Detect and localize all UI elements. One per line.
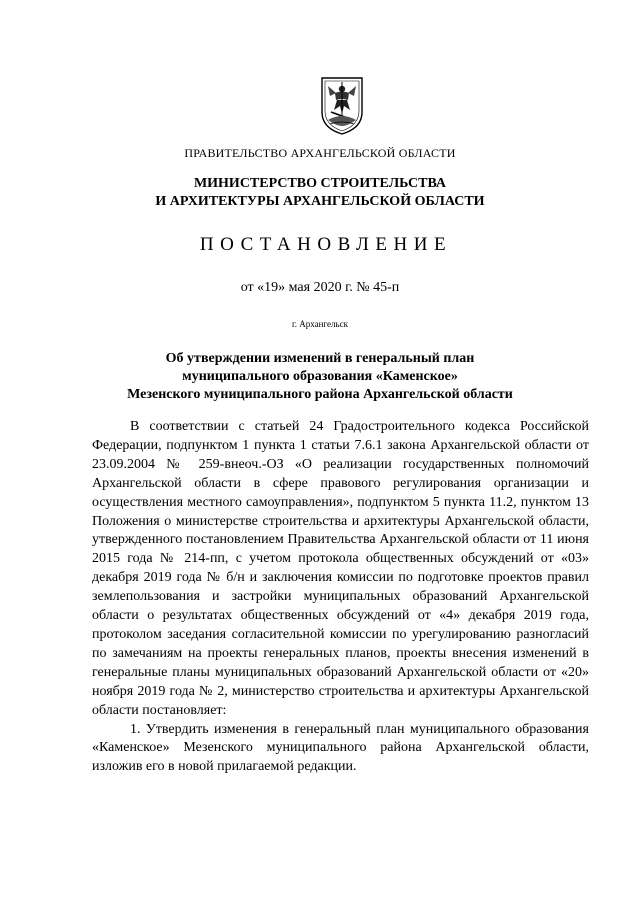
document-type-title: ПОСТАНОВЛЕНИЕ	[199, 234, 453, 255]
document-subject	[0, 350, 640, 404]
body-paragraph-item-1: 1. Утвердить изменения в генеральный план муниципального образования «Каменское» Мезенского муниципального района Архангельской области, изложив его в новой прилагаемой редакции.	[92, 721, 589, 775]
document-body	[92, 418, 589, 777]
city-name: г. Архангельск	[292, 319, 348, 329]
coat-of-arms-graphic	[318, 76, 366, 136]
ministry-line-1: МИНИСТЕРСТВО СТРОИТЕЛЬСТВА	[193, 176, 447, 191]
coat-of-arms-icon	[318, 76, 366, 136]
subject-line-2: муниципального образования «Каменское»	[182, 369, 458, 384]
subject-line-3: Мезенского муниципального района Архангельской области	[127, 387, 513, 402]
government-name: ПРАВИТЕЛЬСТВО АРХАНГЕЛЬСКОЙ ОБЛАСТИ	[184, 146, 456, 160]
ministry-name	[0, 175, 640, 211]
ministry-line-2: И АРХИТЕКТУРЫ АРХАНГЕЛЬСКОЙ ОБЛАСТИ	[155, 194, 485, 209]
body-paragraph-preamble: В соответствии с статьей 24 Градостроительного кодекса Российской Федерации, подпунктом 1 пункта 1 статьи 7.6.1 закона Архангельской области от 23.09.2004 № 259-внеоч.-ОЗ «О реализации государственных полномочий Архангельской области в сфере правового регулирования организации и осуществления местного самоуправления», подпунктом 5 пункта 11.2, пунктом 13 Положения о министерстве строительства и архитектуры Архангельской области, утвержденного постановлением Правительства Архангельской области от 11 июня 2015 года № 214-пп, с учетом протокола общественных обсуждений от «03» декабря 2019 года № б/н и заключения комиссии по подготовке проектов правил землепользования и застройки муниципальных образований Архангельской области о результатах общественных обсуждений от «4» декабря 2019 года, протоколом заседания согласительной комиссии по урегулированию разногласий по замечаниям на проекты генеральных планов, проекты внесения изменений в генеральные планы муниципальных образований Архангельской области от «20» ноября 2019 года № 2, министерство строительства и архитектуры Архангельской области постановляет:	[92, 419, 589, 718]
subject-line-1: Об утверждении изменений в генеральный план	[165, 351, 475, 366]
date-and-number: от «19» мая 2020 г. № 45-п	[240, 280, 400, 295]
